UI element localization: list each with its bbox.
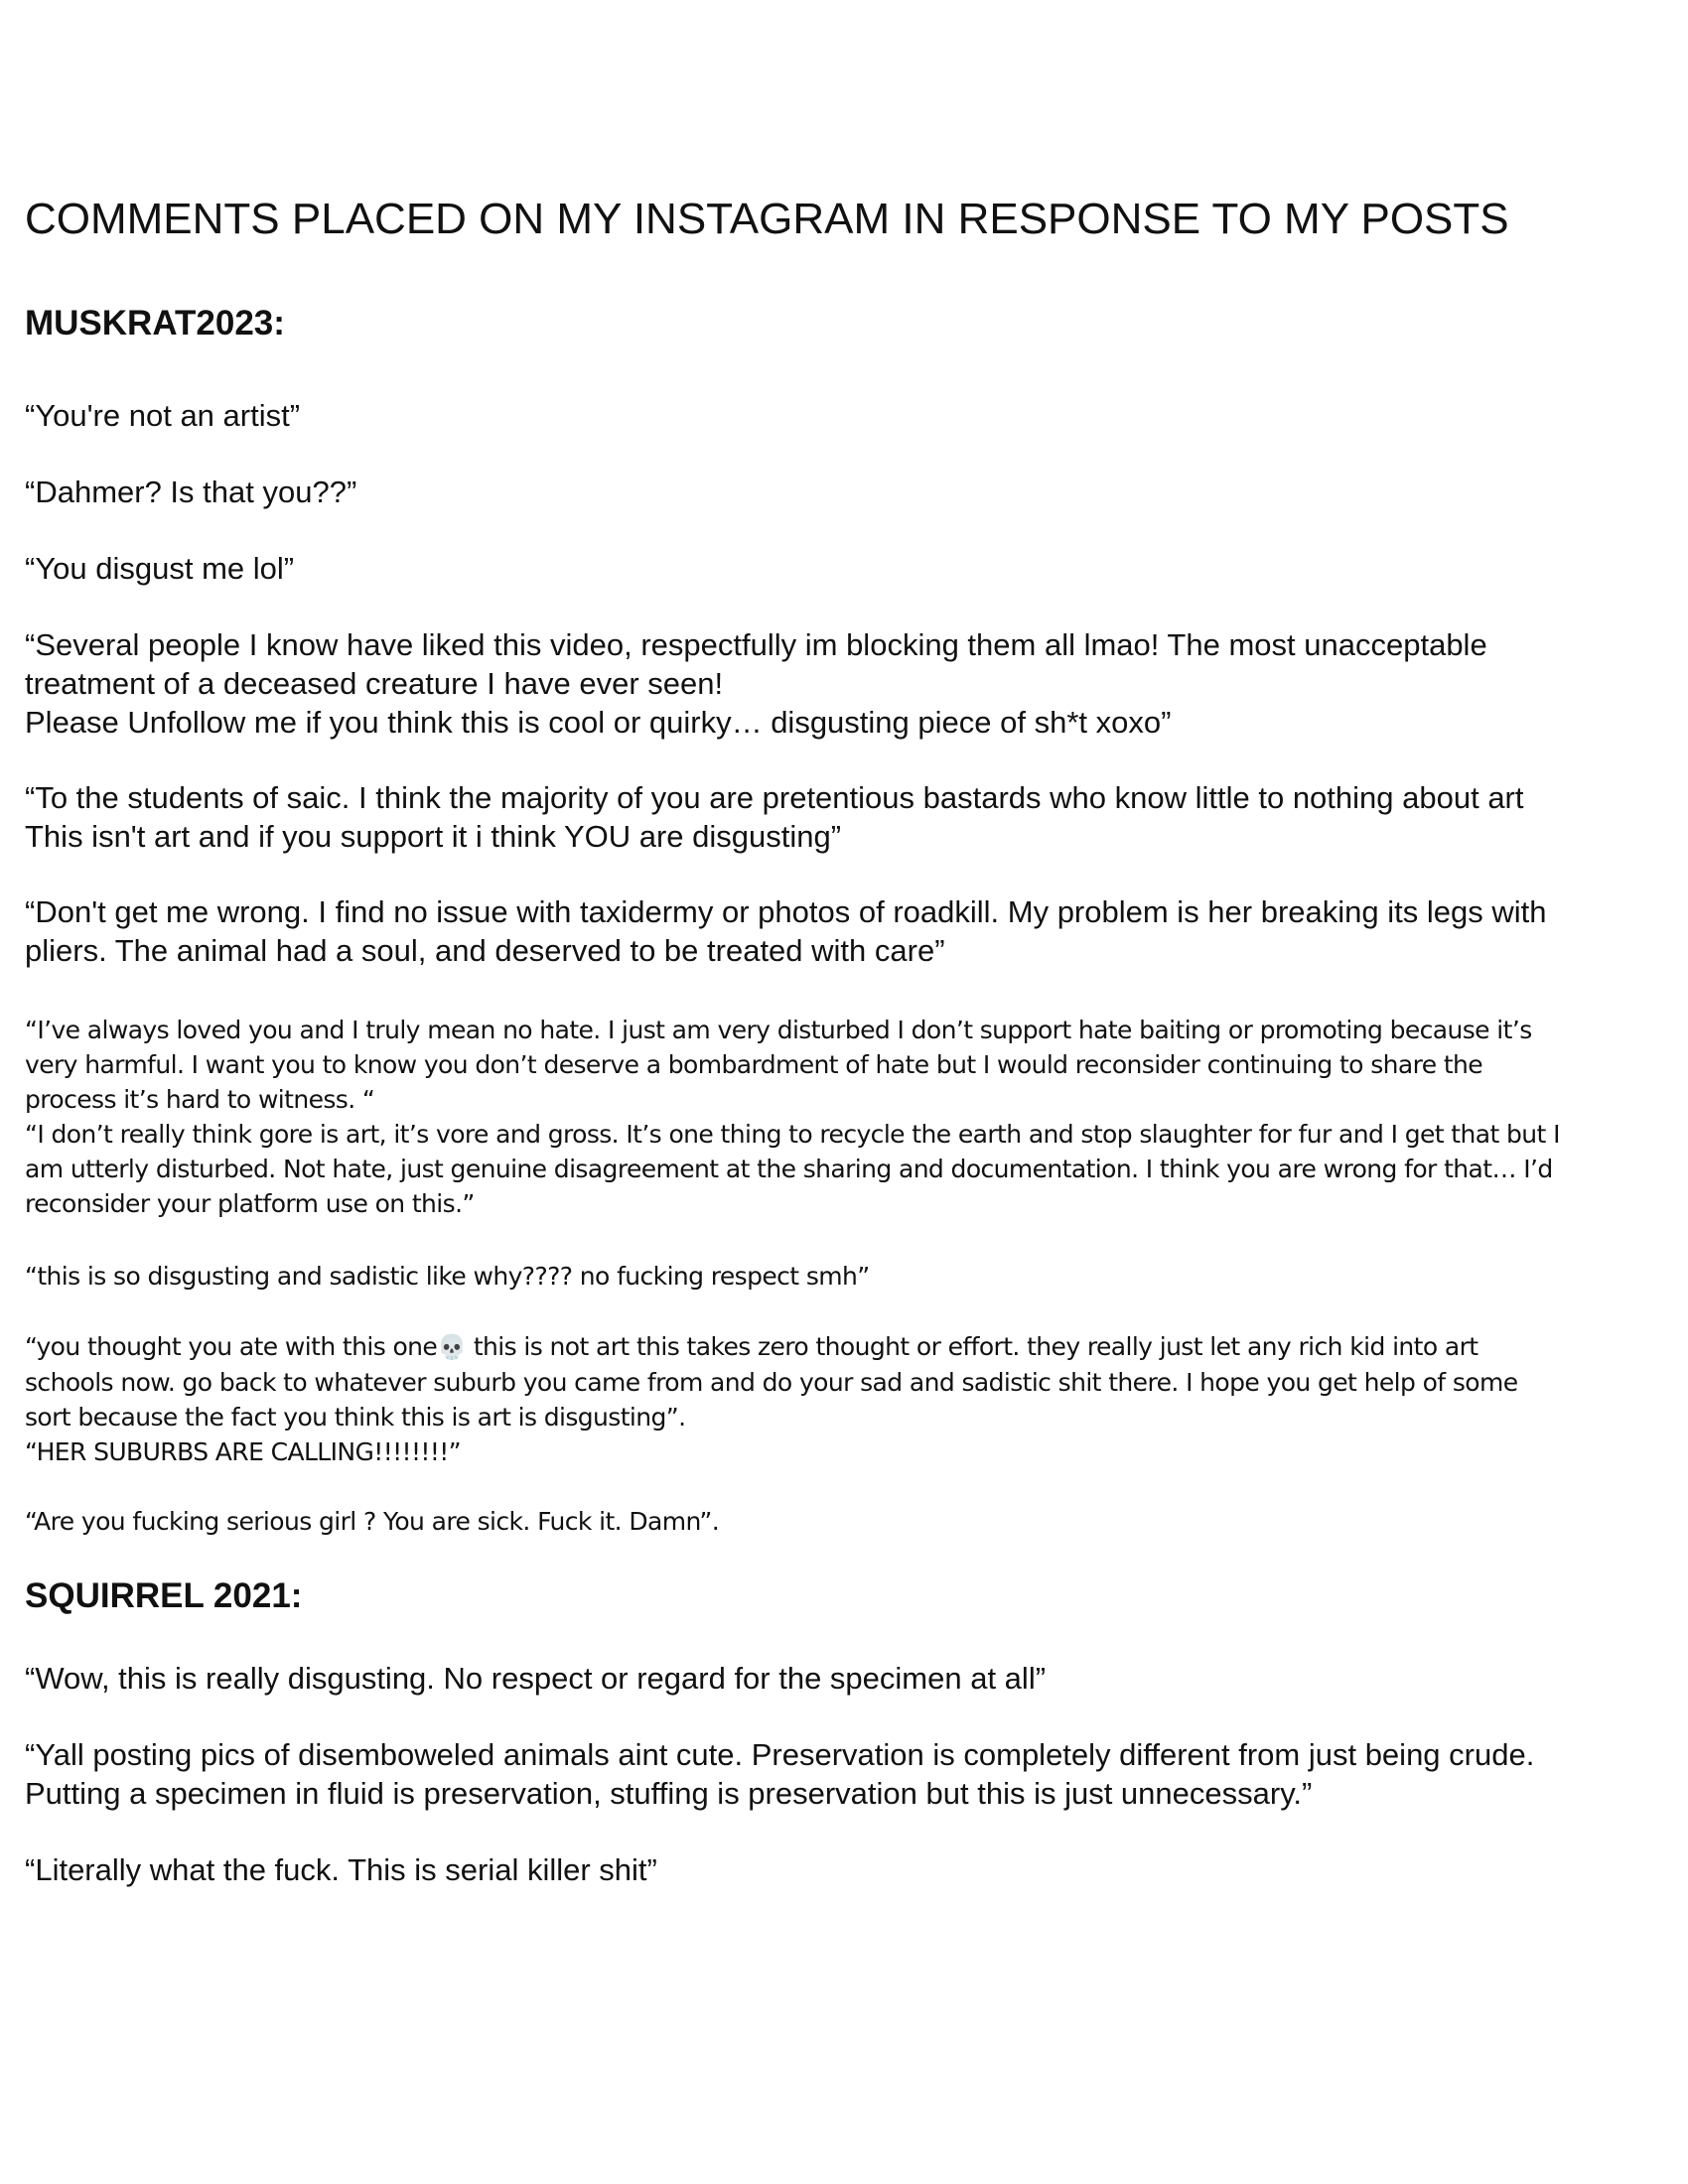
- comment-line: “You're not an artist”: [25, 398, 301, 433]
- comment-13: [25, 1850, 1673, 1889]
- comment-line: “Yall posting pics of disemboweled animals aint cute. Preservation is completely different from just being crude.: [25, 1737, 1535, 1772]
- comment-text: this is not art this takes zero thought or effort. they really just let any rich kid into art: [466, 1332, 1478, 1361]
- comment-line: reconsider your platform use on this.”: [25, 1189, 475, 1218]
- comment-4: [25, 625, 1673, 742]
- comment-line: very harmful. I want you to know you don’t deserve a bombardment of hate but I would reconsider continuing to share the: [25, 1050, 1483, 1079]
- comment-10: [25, 1504, 1673, 1539]
- comment-line: Putting a specimen in fluid is preservation, stuffing is preservation but this is just unnecessary.”: [25, 1776, 1313, 1811]
- comment-line: “Don't get me wrong. I find no issue with taxidermy or photos of roadkill. My problem is her breaking its legs with: [25, 894, 1547, 929]
- comment-line: This isn't art and if you support it i think YOU are disgusting”: [25, 819, 842, 854]
- comment-7: [25, 1013, 1673, 1221]
- skull-emoji-icon: 💀: [437, 1333, 467, 1361]
- comment-11: [25, 1659, 1673, 1698]
- comment-1: [25, 396, 1673, 435]
- section-heading-muskrat2023: MUSKRAT2023:: [25, 304, 285, 342]
- comment-line: “To the students of saic. I think the majority of you are pretentious bastards who know little to nothing about art: [25, 780, 1524, 815]
- comment-line: “I don’t really think gore is art, it’s vore and gross. It’s one thing to recycle the earth and stop slaughter for fur and I get that but I: [25, 1120, 1560, 1149]
- comment-5: [25, 778, 1673, 856]
- comment-line: Please Unfollow me if you think this is cool or quirky… disgusting piece of sh*t xoxo”: [25, 705, 1172, 740]
- comment-line: “Dahmer? Is that you??”: [25, 475, 357, 509]
- comment-12: [25, 1735, 1673, 1813]
- comment-line: pliers. The animal had a soul, and deserved to be treated with care”: [25, 933, 945, 968]
- comment-line: am utterly disturbed. Not hate, just genuine disagreement at the sharing and documentation. I think you are wrong for that… I’d: [25, 1155, 1553, 1183]
- comment-line: “this is so disgusting and sadistic like why???? no fucking respect smh”: [25, 1262, 870, 1291]
- comment-line: “HER SUBURBS ARE CALLING!!!!!!!!”: [25, 1437, 462, 1466]
- comment-line: schools now. go back to whatever suburb you came from and do your sad and sadistic shit there. I hope you get help of some: [25, 1368, 1518, 1397]
- comment-line: treatment of a deceased creature I have ever seen!: [25, 666, 724, 701]
- comment-line: “Several people I know have liked this video, respectfully im blocking them all lmao! The most unacceptable: [25, 627, 1487, 662]
- comment-3: [25, 549, 1673, 588]
- comment-line: “I’ve always loved you and I truly mean no hate. I just am very disturbed I don’t support hate baiting or promoting because it’s: [25, 1016, 1532, 1044]
- comment-line: [25, 1329, 1673, 1365]
- comment-line: process it’s hard to witness. “: [25, 1085, 375, 1114]
- section-heading-squirrel2021: SQUIRREL 2021:: [25, 1576, 303, 1615]
- page-title: COMMENTS PLACED ON MY INSTAGRAM IN RESPONSE TO MY POSTS: [25, 195, 1509, 243]
- comment-6: [25, 892, 1673, 970]
- comment-line: sort because the fact you think this is art is disgusting”.: [25, 1403, 686, 1432]
- comment-9: [25, 1329, 1673, 1469]
- comment-line: “Literally what the fuck. This is serial killer shit”: [25, 1852, 657, 1887]
- comment-line: “Wow, this is really disgusting. No respect or regard for the specimen at all”: [25, 1661, 1047, 1696]
- comment-line: “Are you fucking serious girl ? You are sick. Fuck it. Damn”.: [25, 1507, 720, 1536]
- comment-8: [25, 1259, 1673, 1294]
- comment-line: “You disgust me lol”: [25, 551, 295, 586]
- comment-2: [25, 473, 1673, 511]
- comment-text: “you thought you ate with this one: [25, 1332, 438, 1361]
